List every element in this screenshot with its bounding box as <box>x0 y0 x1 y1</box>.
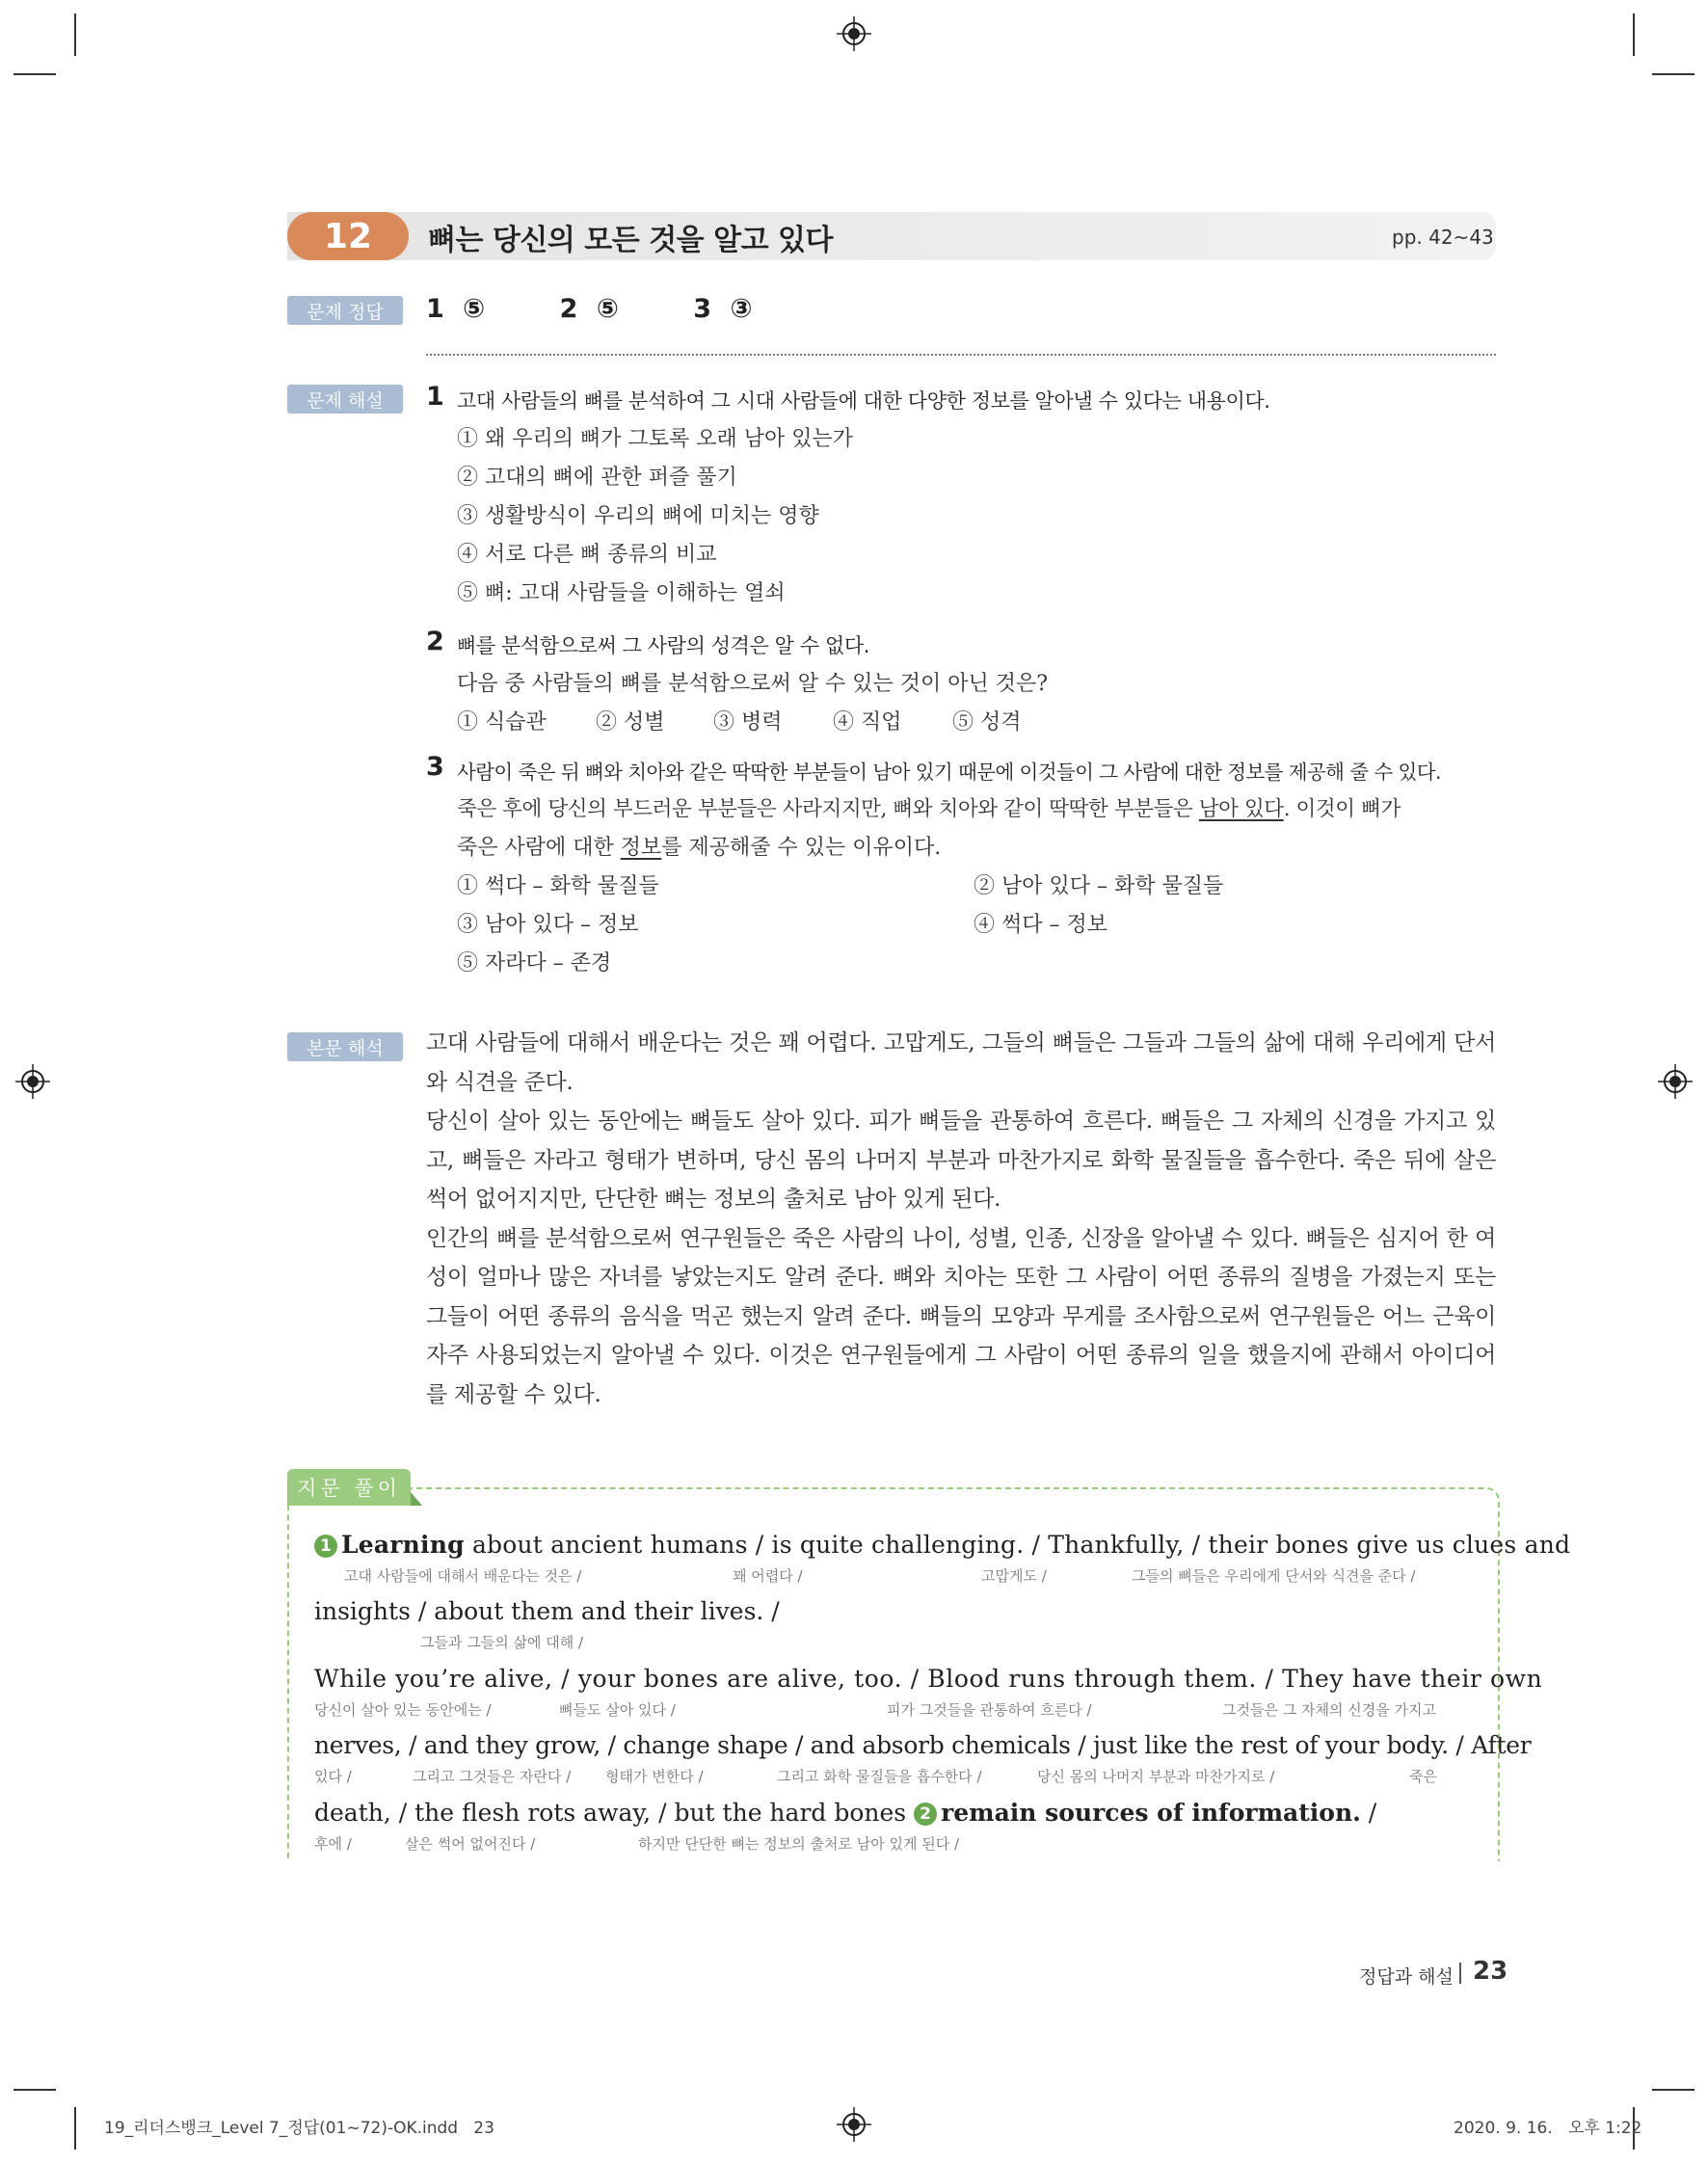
korean-gloss: 고맙게도 / <box>981 1567 1047 1585</box>
korean-gloss: 그리고 그것들은 자란다 / <box>413 1768 572 1785</box>
korean-gloss: 그들의 뼈들은 우리에게 단서와 식견을 준다 / <box>1132 1567 1416 1585</box>
question-number: 3 <box>426 752 444 782</box>
crop-mark <box>1652 73 1695 75</box>
korean-gloss: 꽤 어렵다 / <box>733 1567 803 1585</box>
translation-text <box>426 1024 1496 1414</box>
crop-mark <box>1633 13 1635 56</box>
print-slug-date: 2020. 9. 16. 오후 1:22 <box>1454 2119 1642 2138</box>
passage-box-tab: 지문 풀이 <box>287 1469 411 1506</box>
paragraph: 인간의 뼈를 분석함으로써 연구원들은 죽은 사람의 나이, 성별, 인종, 신장을 알아낼 수 있다. 뼈들은 심지어 한 여성이 얼마나 많은 자녀를 낳았는지도 알려 준다. 뼈와 치아는 또한 그 사람이 어떤 종류의 질병을 가졌는지 또는 그들이 어떤 종류의 음식을 먹곤 했는지 알려 준다. 뼈들의 모양과 무게를 조사함으로써 연구원들은 어느 근육이 자주 사용되었는지 알아낼 수 있다. 이것은 연구원들에게 그 사람이 어떤 종류의 일을 했을지에 관해서 아이디어를 제공할 수 있다. <box>426 1225 1496 1407</box>
crop-mark <box>74 13 76 56</box>
english-line: While you’re alive, / your bones are alive, too. / Blood runs through them. / They have their own <box>314 1665 1543 1693</box>
registration-mark-icon <box>15 1064 50 1099</box>
unit-title: 뼈는 당신의 모든 것을 알고 있다 <box>428 224 833 257</box>
question-explanation: 뼈를 분석함으로써 그 사람의 성격은 알 수 없다. <box>457 634 870 657</box>
korean-gloss: 있다 / <box>314 1768 352 1785</box>
crop-mark <box>13 73 56 75</box>
page-reference: pp. 42~43 <box>1392 226 1494 249</box>
option: ⑤ 자라다 – 존경 <box>457 951 612 975</box>
korean-gloss: 뼈들도 살아 있다 / <box>559 1701 676 1719</box>
print-slug-file: 19_리더스뱅크_Level 7_정답(01~72)-OK.indd 23 <box>104 2119 494 2138</box>
korean-gloss: 살은 썩어 없어진다 / <box>405 1835 536 1853</box>
answer-key: 1 ⑤ 2 ⑤ 3 ③ <box>426 294 753 324</box>
question-explanation: 고대 사람들의 뼈를 분석하여 그 시대 사람들에 대한 다양한 정보를 알아낼 수 있다는 내용이다. <box>457 389 1270 413</box>
paragraph: 고대 사람들에 대해서 배운다는 것은 꽤 어렵다. 고맙게도, 그들의 뼈들은 그들과 그들의 삶에 대해 우리에게 단서와 식견을 준다. <box>426 1030 1496 1095</box>
grammar-marker-icon: 1 <box>314 1535 337 1558</box>
translation-label: 본문 해석 <box>287 1032 403 1061</box>
option: ③ 병력 <box>713 710 783 735</box>
registration-mark-icon <box>837 2107 871 2142</box>
korean-gloss: 고대 사람들에 대해서 배운다는 것은 / <box>344 1567 582 1585</box>
english-line: insights / about them and their lives. / <box>314 1597 780 1625</box>
korean-gloss: 후에 / <box>314 1835 352 1853</box>
english-line: nerves, / and they grow, / change shape / and absorb chemicals / just like the rest of your body. / After <box>314 1731 1532 1759</box>
unit-number-badge: 12 <box>287 212 409 260</box>
footer-label: 정답과 해설 <box>1359 1966 1454 1988</box>
registration-mark-icon <box>837 16 871 51</box>
korean-gloss: 형태가 변한다 / <box>605 1768 704 1785</box>
registration-mark-icon <box>1658 1064 1693 1099</box>
option: ② 고대의 뼈에 관한 퍼즐 풀기 <box>457 466 737 490</box>
question-explanation: 사람이 죽은 뒤 뼈와 치아와 같은 딱딱한 부분들이 남아 있기 때문에 이것들이 그 사람에 대한 정보를 제공해 줄 수 있다. <box>457 761 1441 784</box>
option: ③ 남아 있다 – 정보 <box>457 913 639 937</box>
option: ④ 썩다 – 정보 <box>974 913 1108 937</box>
crop-mark <box>1652 2089 1695 2091</box>
korean-gloss: 그들과 그들의 삶에 대해 / <box>420 1634 584 1651</box>
footer-divider <box>1459 1963 1461 1984</box>
korean-gloss: 피가 그것들을 관통하여 흐른다 / <box>887 1701 1092 1719</box>
question-passage-line: 죽은 사람에 대한 정보를 제공해줄 수 있는 이유이다. <box>457 836 942 860</box>
page-number: 23 <box>1473 1957 1508 1986</box>
option: ② 남아 있다 – 화학 물질들 <box>974 874 1224 898</box>
korean-gloss: 죽은 <box>1409 1768 1437 1785</box>
option: ④ 직업 <box>833 710 902 735</box>
option: ① 썩다 – 화학 물질들 <box>457 874 659 898</box>
option: ⑤ 뼈: 고대 사람들을 이해하는 열쇠 <box>457 581 786 605</box>
question-text: 다음 중 사람들의 뼈를 분석함으로써 알 수 있는 것이 아닌 것은? <box>457 672 1049 696</box>
english-line: 1 Learning about ancient humans / is quite challenging. / Thankfully, / their bones give us clues and <box>314 1531 1570 1559</box>
grammar-marker-icon: 2 <box>914 1803 937 1826</box>
option: ① 식습관 <box>457 710 547 735</box>
option: ④ 서로 다른 뼈 종류의 비교 <box>457 543 717 567</box>
option: ③ 생활방식이 우리의 뼈에 미치는 영향 <box>457 504 819 528</box>
question-number: 2 <box>426 627 444 656</box>
option: ① 왜 우리의 뼈가 그토록 오래 남아 있는가 <box>457 427 853 451</box>
korean-gloss: 당신이 살아 있는 동안에는 / <box>314 1701 492 1719</box>
explanation-label: 문제 해설 <box>287 385 403 414</box>
paragraph: 당신이 살아 있는 동안에는 뼈들도 살아 있다. 피가 뼈들을 관통하여 흐른다. 뼈들은 그 자체의 신경을 가지고 있고, 뼈들은 자라고 형태가 변하며, 당신 몸의 나머지 부분과 마찬가지로 화학 물질들을 흡수한다. 죽은 뒤에 살은 썩어 없어지지만, 단단한 뼈는 정보의 출처로 남아 있게 된다. <box>426 1109 1496 1212</box>
question-passage-line: 죽은 후에 당신의 부드러운 부분들은 사라지지만, 뼈와 치아와 같이 딱딱한 부분들은 남아 있다. 이것이 뼈가 <box>457 797 1401 821</box>
korean-gloss: 그리고 화학 물질들을 흡수한다 / <box>777 1768 982 1785</box>
crop-mark <box>13 2089 56 2091</box>
korean-gloss: 하지만 단단한 뼈는 정보의 출처로 남아 있게 된다 / <box>638 1835 960 1853</box>
korean-gloss: 그것들은 그 자체의 신경을 가지고 <box>1222 1701 1436 1719</box>
answers-label: 문제 정답 <box>287 296 403 325</box>
divider <box>426 354 1496 356</box>
option: ⑤ 성격 <box>952 710 1022 735</box>
korean-gloss: 당신 몸의 나머지 부분과 마찬가지로 / <box>1037 1768 1275 1785</box>
english-line: death, / the flesh rots away, / but the hard bones 2 remain sources of information. / <box>314 1799 1377 1827</box>
question-number: 1 <box>426 382 444 412</box>
option: ② 성별 <box>596 710 665 735</box>
crop-mark <box>74 2107 76 2150</box>
